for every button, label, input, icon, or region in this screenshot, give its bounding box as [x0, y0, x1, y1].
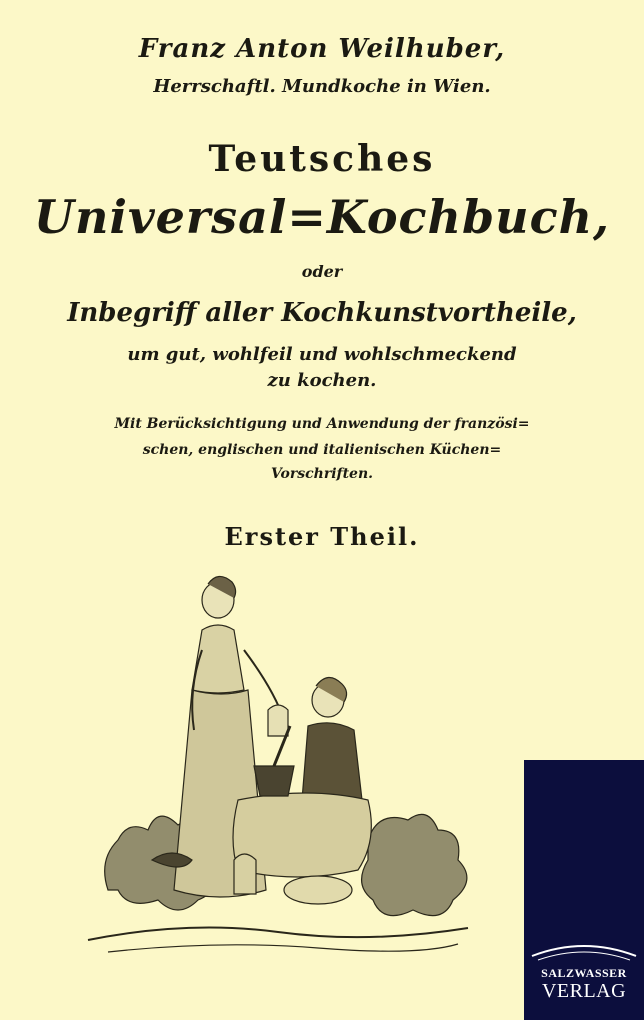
note-line-3: Vorschriften.	[270, 466, 374, 482]
publisher-logo-block	[524, 760, 644, 1020]
subtitle-line-3: zu kochen.	[267, 370, 377, 391]
title-line-2: Universal=Kochbuch,	[33, 190, 611, 244]
publisher-wave-icon	[528, 936, 640, 964]
title-connector: oder	[301, 262, 343, 281]
subtitle-line-2: um gut, wohlfeil und wohlschmeckend	[127, 344, 517, 365]
subtitle-line-1: Inbegriff aller Kochkunstvortheile,	[67, 298, 577, 328]
title-line-1: Teutsches	[208, 138, 436, 180]
note-line-1: Mit Berücksichtigung und Anwendung der französi=	[114, 416, 530, 432]
publisher-name-top: SALZWASSER	[541, 966, 627, 980]
engraving-illustration	[68, 560, 488, 980]
publisher-name-bottom: VERLAG	[541, 980, 627, 1002]
volume-label: Erster Theil.	[224, 522, 420, 551]
author-role: Herrschaftl. Mundkoche in Wien.	[153, 76, 491, 97]
author-name: Franz Anton Weilhuber,	[138, 34, 506, 64]
note-line-2: schen, englischen und italienischen Küchen=	[142, 442, 502, 458]
